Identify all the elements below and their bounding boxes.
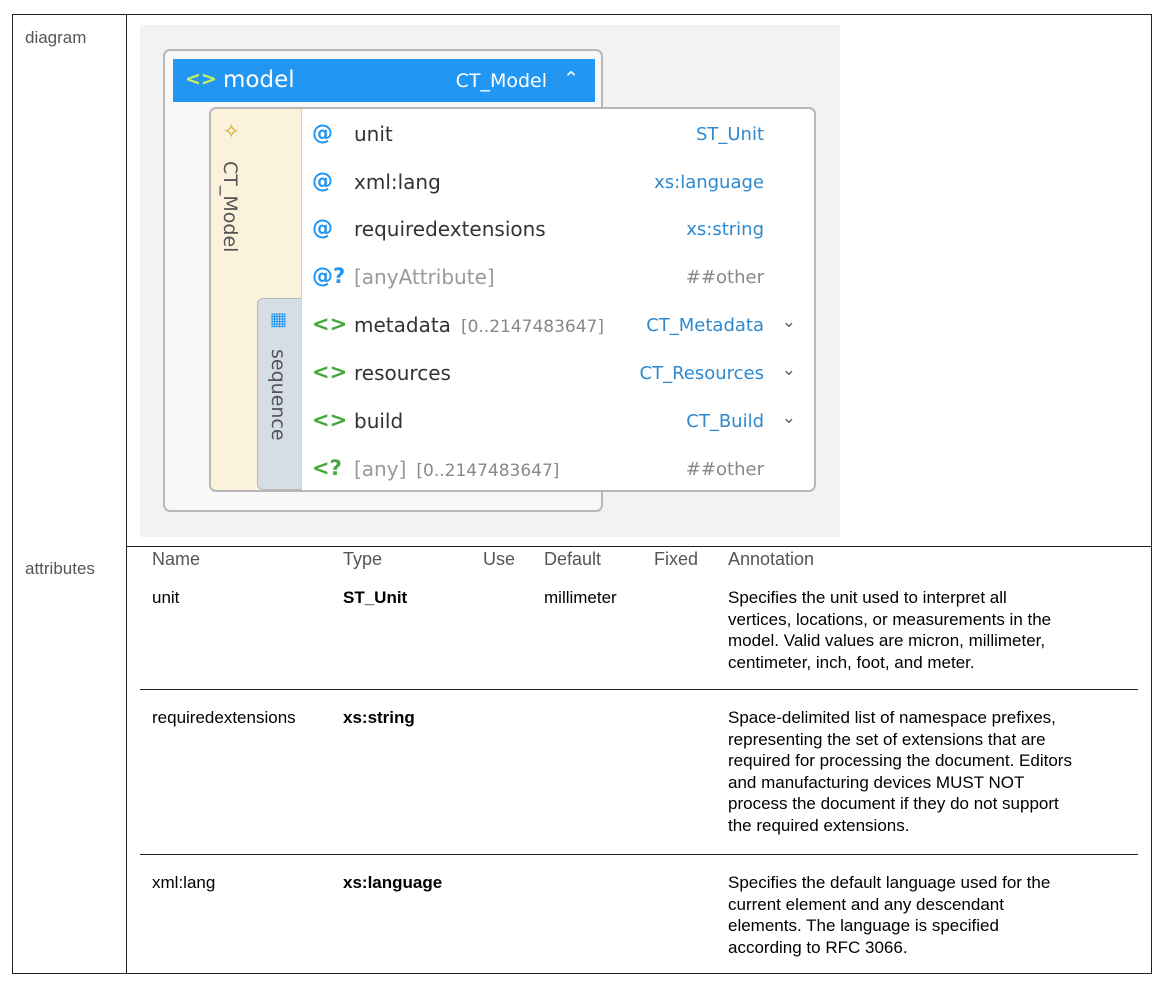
item-name: unit: [354, 122, 393, 146]
row-separator: [140, 689, 1138, 690]
chevron-down-icon[interactable]: ⌄: [781, 408, 796, 428]
row-label-attributes: attributes: [25, 559, 95, 578]
column-header-default: Default: [544, 549, 602, 569]
item-type: ##other: [685, 459, 764, 480]
attribute-annotation: [728, 872, 1128, 958]
element-name: model: [223, 67, 295, 93]
element-ref-icon: <>: [312, 360, 348, 384]
annotation-line: and manufacturing devices MUST NOT: [728, 772, 1025, 792]
any-attribute-icon: @?: [312, 264, 346, 288]
item-type[interactable]: xs:language: [654, 172, 764, 193]
item-name: resources: [354, 361, 451, 385]
annotation-line: process the document if they do not support: [728, 794, 1059, 814]
row-separator: [140, 854, 1138, 855]
attribute-annotation: [728, 587, 1128, 673]
annotation-line: current element and any descendant: [728, 894, 1004, 914]
diagram-item-any[interactable]: [302, 446, 816, 492]
attribute-ref-icon: @: [312, 169, 333, 193]
attribute-icon: @: [312, 121, 333, 145]
annotation-line: the required extensions.: [728, 815, 910, 835]
annotation-line: Space-delimited list of namespace prefixes,: [728, 708, 1056, 727]
attribute-annotation: [728, 707, 1128, 837]
column-header-type: Type: [343, 549, 383, 569]
annotation-line: Specifies the default language used for the: [728, 873, 1051, 892]
item-type[interactable]: ST_Unit: [695, 124, 764, 145]
item-name: [anyAttribute]: [354, 265, 495, 289]
item-cardinality: [0..2147483647]: [416, 461, 560, 481]
item-name: metadata: [354, 313, 451, 337]
element-ref-icon: <>: [312, 408, 348, 432]
item-type[interactable]: xs:string: [686, 219, 764, 240]
diagram-item-resources[interactable]: [302, 350, 816, 397]
column-header-annotation: Annotation: [728, 549, 815, 569]
row-label-diagram: diagram: [25, 28, 87, 47]
diagram-item-any-attribute[interactable]: [302, 254, 816, 301]
model-element-header[interactable]: [173, 59, 595, 102]
diagram-item-build[interactable]: [302, 398, 816, 445]
attribute-name: requiredextensions: [152, 708, 296, 727]
annotation-line: model. Valid values are micron, millimeter,: [728, 631, 1046, 651]
diagram-item-unit[interactable]: [302, 111, 816, 158]
attribute-name: unit: [152, 588, 180, 607]
item-type[interactable]: CT_Resources: [639, 363, 764, 384]
attribute-type[interactable]: xs:language: [343, 873, 443, 892]
diagram-item-metadata[interactable]: [302, 302, 816, 349]
item-type[interactable]: CT_Metadata: [646, 315, 764, 336]
annotation-line: Specifies the unit used to interpret all: [728, 588, 1007, 607]
item-name: [any]: [354, 457, 407, 481]
item-name: requiredextensions: [354, 217, 546, 241]
element-icon: <>: [185, 68, 217, 90]
attribute-type[interactable]: ST_Unit: [343, 588, 408, 607]
column-header-name: Name: [152, 549, 201, 569]
item-type: ##other: [685, 267, 764, 288]
column-divider: [126, 14, 127, 974]
sequence-compositor: [257, 298, 301, 490]
annotation-line: elements. The language is specified: [728, 916, 999, 936]
attribute-icon: @: [312, 216, 333, 240]
item-name: xml:lang: [354, 170, 441, 194]
annotation-line: centimeter, inch, foot, and meter.: [728, 652, 975, 672]
collapse-icon[interactable]: ⌃: [563, 68, 579, 90]
annotation-line: according to RFC 3066.: [728, 937, 908, 957]
any-element-icon: <?: [312, 456, 342, 480]
row-divider: [126, 546, 1152, 547]
annotation-line: vertices, locations, or measurements in the: [728, 609, 1052, 629]
item-type[interactable]: CT_Build: [686, 411, 764, 432]
item-cardinality: [0..2147483647]: [460, 317, 604, 337]
chevron-down-icon[interactable]: ⌄: [781, 360, 796, 380]
column-header-use: Use: [483, 549, 516, 569]
chevron-down-icon[interactable]: ⌄: [781, 312, 796, 332]
attribute-type[interactable]: xs:string: [343, 708, 415, 727]
annotation-line: representing the set of extensions that are: [728, 729, 1046, 749]
diagram-item-xml-lang[interactable]: [302, 159, 816, 206]
sequence-icon: ▦: [270, 309, 288, 330]
diagram-item-requiredextensions[interactable]: [302, 206, 816, 253]
attribute-name: xml:lang: [152, 873, 216, 892]
complex-type-icon: ✧: [223, 119, 240, 143]
column-header-fixed: Fixed: [654, 549, 699, 569]
sequence-label: sequence: [267, 349, 289, 441]
attribute-default: millimeter: [544, 588, 617, 607]
item-name: build: [354, 409, 404, 433]
element-ref-icon: <>: [312, 312, 348, 336]
element-type[interactable]: CT_Model: [455, 70, 547, 92]
complex-type-label: CT_Model: [219, 161, 241, 253]
annotation-line: required for processing the document. Editors: [728, 751, 1072, 771]
complex-type-box: [209, 107, 816, 492]
